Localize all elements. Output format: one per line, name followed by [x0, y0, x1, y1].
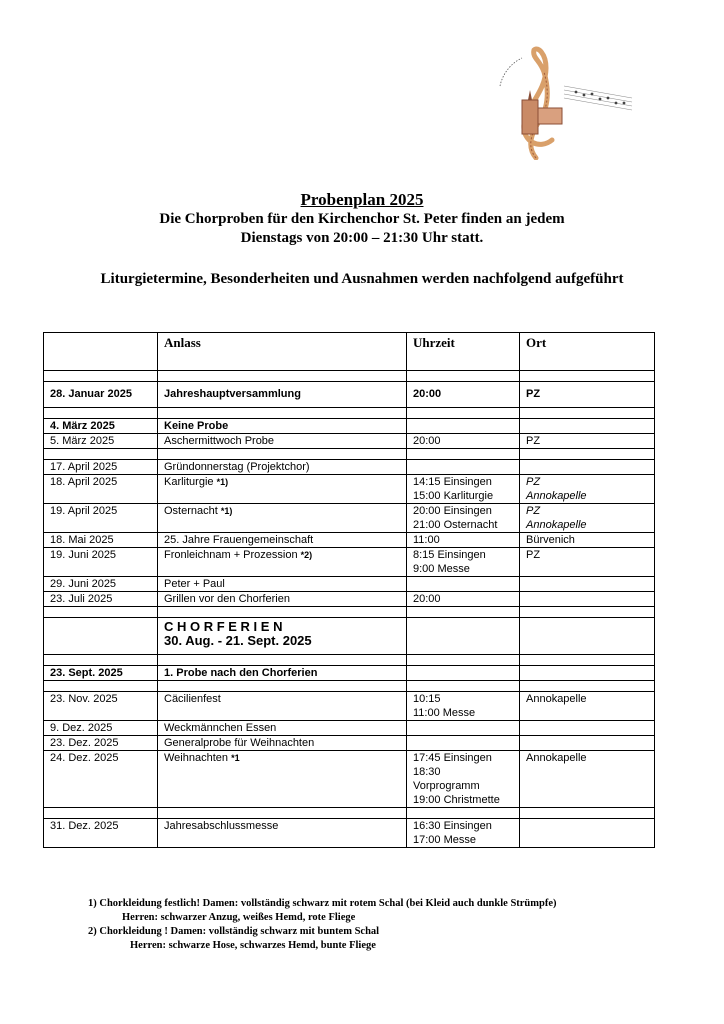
event-cell: Jahresabschlussmesse — [158, 819, 407, 848]
event-cell: 1. Probe nach den Chorferien — [158, 666, 407, 681]
spacer-row — [44, 655, 655, 666]
spacer-row — [44, 681, 655, 692]
place-cell: Annokapelle — [520, 751, 655, 808]
event-cell: 25. Jahre Frauengemeinschaft — [158, 533, 407, 548]
table-row — [44, 577, 655, 592]
table-row — [44, 382, 655, 408]
time-line: 18:30 — [413, 766, 441, 778]
time-cell — [407, 819, 520, 848]
spacer-row — [44, 607, 655, 618]
chorferien-title: C H O R F E R I E N — [164, 619, 283, 634]
header-cell-anlass: Anlass — [158, 333, 407, 371]
time-cell — [407, 475, 520, 504]
table-row — [44, 592, 655, 607]
chorferien-cell — [158, 618, 407, 655]
event-text: Osternacht — [164, 505, 218, 517]
event-cell: Jahreshauptversammlung — [158, 382, 407, 408]
event-cell: Gründonnerstag (Projektchor) — [158, 460, 407, 475]
header-line-1: Die Chorproben für den Kirchenchor St. Peter finden an jedem — [159, 211, 565, 227]
time-line: 20:00 Einsingen — [413, 505, 492, 517]
date-cell: 18. April 2025 — [44, 475, 158, 504]
event-cell — [158, 751, 407, 808]
time-line: 21:00 Osternacht — [413, 519, 498, 531]
place-cell: Bürvenich — [520, 533, 655, 548]
footnotes — [88, 897, 557, 953]
date-cell: 28. Januar 2025 — [44, 382, 158, 408]
schedule-table — [43, 332, 655, 848]
table-row — [44, 475, 655, 504]
date-cell: 9. Dez. 2025 — [44, 721, 158, 736]
place-cell: PZ — [520, 434, 655, 449]
table-row — [44, 751, 655, 808]
time-line: 10:15 — [413, 693, 441, 705]
date-cell: 18. Mai 2025 — [44, 533, 158, 548]
table-row — [44, 736, 655, 751]
place-cell: PZ — [520, 382, 655, 408]
header-cell-ort: Ort — [520, 333, 655, 371]
footnote-2: 2) Chorkleidung ! Damen: vollständig schwarz mit buntem Schal — [88, 926, 380, 937]
spacer-row — [44, 408, 655, 419]
spacer-row — [44, 808, 655, 819]
table-row — [44, 819, 655, 848]
footnote-mark: *2) — [300, 550, 313, 560]
date-cell: 29. Juni 2025 — [44, 577, 158, 592]
event-text: Karliturgie — [164, 476, 214, 488]
place-cell — [520, 504, 655, 533]
date-cell: 31. Dez. 2025 — [44, 819, 158, 848]
event-cell: Generalprobe für Weihnachten — [158, 736, 407, 751]
time-line: 9:00 Messe — [413, 563, 470, 575]
time-cell — [407, 548, 520, 577]
time-line: 17:00 Messe — [413, 834, 476, 846]
time-cell: 20:00 — [407, 434, 520, 449]
page-title: Probenplan 2025 — [300, 190, 424, 209]
time-line: 19:00 Christmette — [413, 794, 500, 806]
event-text: Fronleichnam + Prozession — [164, 549, 298, 561]
table-row — [44, 434, 655, 449]
event-cell — [158, 504, 407, 533]
date-cell: 23. Dez. 2025 — [44, 736, 158, 751]
header-cell-uhrzeit: Uhrzeit — [407, 333, 520, 371]
table-row — [44, 533, 655, 548]
time-line: 11:00 Messe — [413, 707, 476, 719]
time-line: 15:00 Karliturgie — [413, 490, 494, 502]
footnote-1-herren: Herren: schwarzer Anzug, weißes Hemd, rote Fliege — [122, 912, 356, 923]
event-cell: Weckmännchen Essen — [158, 721, 407, 736]
spacer-row — [44, 371, 655, 382]
date-cell: 23. Nov. 2025 — [44, 692, 158, 721]
footnote-2-herren: Herren: schwarze Hose, schwarzes Hemd, bunte Fliege — [130, 940, 376, 951]
time-line: 16:30 Einsingen — [413, 820, 492, 832]
place-cell — [520, 475, 655, 504]
table-row — [44, 721, 655, 736]
date-cell: 19. Juni 2025 — [44, 548, 158, 577]
event-cell: Grillen vor den Chorferien — [158, 592, 407, 607]
table-row — [44, 618, 655, 655]
place-cell: PZ — [520, 548, 655, 577]
time-cell: 20:00 — [407, 592, 520, 607]
time-cell: 11:00 — [407, 533, 520, 548]
header-cell-date — [44, 333, 158, 371]
treble-clef-church-logo-icon — [492, 46, 636, 160]
place-line: Annokapelle — [526, 490, 587, 502]
event-text: Weihnachten — [164, 752, 229, 764]
place-line: Annokapelle — [526, 519, 587, 531]
time-line: 14:15 Einsingen — [413, 476, 492, 488]
date-cell: 19. April 2025 — [44, 504, 158, 533]
time-cell — [407, 692, 520, 721]
table-row — [44, 460, 655, 475]
time-line: Vorprogramm — [413, 780, 480, 792]
table-row — [44, 419, 655, 434]
place-line: PZ — [526, 476, 541, 488]
table-row — [44, 548, 655, 577]
event-cell — [158, 548, 407, 577]
header — [0, 190, 724, 248]
table-row — [44, 692, 655, 721]
table-header-row — [44, 333, 655, 371]
event-cell — [158, 475, 407, 504]
event-cell: Peter + Paul — [158, 577, 407, 592]
date-cell: 24. Dez. 2025 — [44, 751, 158, 808]
footnote-mark: *1) — [216, 477, 229, 487]
event-cell: Cäcilienfest — [158, 692, 407, 721]
chorferien-dates: 30. Aug. - 21. Sept. 2025 — [164, 633, 312, 648]
time-line: 17:45 Einsingen — [413, 752, 492, 764]
footnote-mark: *1) — [220, 506, 233, 516]
table-row — [44, 504, 655, 533]
date-cell: 17. April 2025 — [44, 460, 158, 475]
spacer-row — [44, 449, 655, 460]
place-cell: Annokapelle — [520, 692, 655, 721]
time-line: 8:15 Einsingen — [413, 549, 486, 561]
event-cell: Keine Probe — [158, 419, 407, 434]
time-cell — [407, 504, 520, 533]
date-cell: 23. Sept. 2025 — [44, 666, 158, 681]
footnote-mark: *1 — [231, 753, 240, 763]
date-cell: 5. März 2025 — [44, 434, 158, 449]
event-cell: Aschermittwoch Probe — [158, 434, 407, 449]
date-cell: 23. Juli 2025 — [44, 592, 158, 607]
table-row — [44, 666, 655, 681]
header-line-2: Dienstags von 20:00 – 21:30 Uhr statt. — [240, 230, 484, 246]
time-cell — [407, 751, 520, 808]
date-cell: 4. März 2025 — [44, 419, 158, 434]
header-line-3: Liturgietermine, Besonderheiten und Ausnahmen werden nachfolgend aufgeführt — [100, 271, 624, 287]
time-cell: 20:00 — [407, 382, 520, 408]
place-line: PZ — [526, 505, 541, 517]
footnote-1: 1) Chorkleidung festlich! Damen: vollständig schwarz mit rotem Schal (bei Kleid auch dunkle Strümpfe) — [88, 898, 557, 909]
